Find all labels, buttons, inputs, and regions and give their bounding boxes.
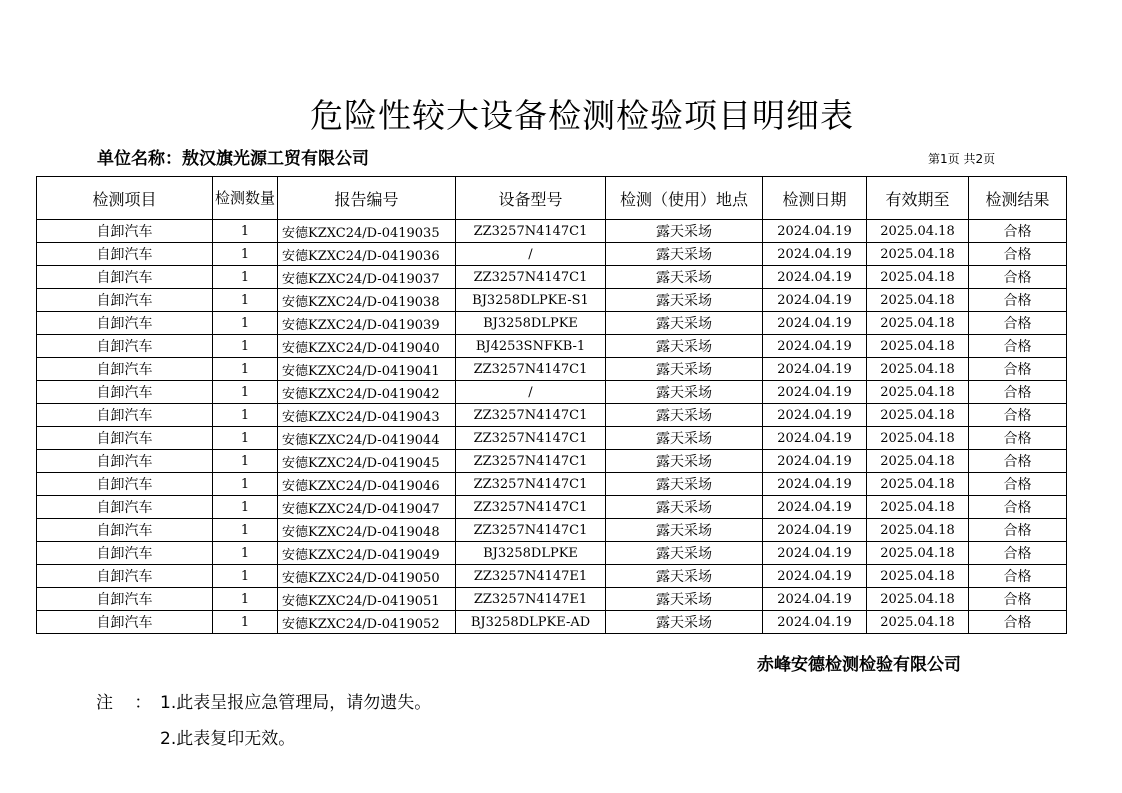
- table-row: [37, 220, 1067, 243]
- item-cell: 自卸汽车: [37, 565, 213, 588]
- location-cell: 露天采场: [606, 335, 763, 358]
- valid-until-cell: 2025.04.18: [867, 565, 969, 588]
- location-cell: 露天采场: [606, 496, 763, 519]
- result-cell: 合格: [969, 473, 1067, 496]
- location-cell: 露天采场: [606, 312, 763, 335]
- report-number-cell: 安德KZXC24/D-0419035: [278, 220, 456, 243]
- quantity-cell: 1: [213, 542, 278, 565]
- inspection-date-cell: 2024.04.19: [763, 404, 867, 427]
- model-cell: BJ3258DLPKE: [456, 542, 606, 565]
- location-cell: 露天采场: [606, 220, 763, 243]
- valid-until-cell: 2025.04.18: [867, 266, 969, 289]
- report-number-cell: 安德KZXC24/D-0419047: [278, 496, 456, 519]
- location-cell: 露天采场: [606, 404, 763, 427]
- report-number-cell: 安德KZXC24/D-0419037: [278, 266, 456, 289]
- valid-until-cell: 2025.04.18: [867, 220, 969, 243]
- item-cell: 自卸汽车: [37, 220, 213, 243]
- table-row: [37, 358, 1067, 381]
- notes-label: 注 ：: [96, 693, 160, 713]
- location-cell: 露天采场: [606, 243, 763, 266]
- location-cell: 露天采场: [606, 266, 763, 289]
- result-cell: 合格: [969, 542, 1067, 565]
- result-cell: 合格: [969, 588, 1067, 611]
- location-cell: 露天采场: [606, 427, 763, 450]
- inspection-date-cell: 2024.04.19: [763, 542, 867, 565]
- report-number-cell: 安德KZXC24/D-0419038: [278, 289, 456, 312]
- valid-until-cell: 2025.04.18: [867, 243, 969, 266]
- item-cell: 自卸汽车: [37, 611, 213, 634]
- report-number-cell: 安德KZXC24/D-0419036: [278, 243, 456, 266]
- unit-name-value: 敖汉旗光源工贸有限公司: [182, 149, 369, 169]
- model-cell: ZZ3257N4147C1: [456, 496, 606, 519]
- header-cell: 设备型号: [456, 177, 606, 220]
- report-number-cell: 安德KZXC24/D-0419039: [278, 312, 456, 335]
- inspection-date-cell: 2024.04.19: [763, 358, 867, 381]
- table-row: [37, 381, 1067, 404]
- item-cell: 自卸汽车: [37, 496, 213, 519]
- location-cell: 露天采场: [606, 519, 763, 542]
- report-number-cell: 安德KZXC24/D-0419050: [278, 565, 456, 588]
- result-cell: 合格: [969, 611, 1067, 634]
- header-cell: 检测数量: [213, 177, 278, 220]
- table-row: [37, 243, 1067, 266]
- result-cell: 合格: [969, 427, 1067, 450]
- document-title: 危险性较大设备检测检验项目明细表: [310, 96, 854, 135]
- report-number-cell: 安德KZXC24/D-0419043: [278, 404, 456, 427]
- valid-until-cell: 2025.04.18: [867, 381, 969, 404]
- model-cell: /: [456, 381, 606, 404]
- item-cell: 自卸汽车: [37, 588, 213, 611]
- result-cell: 合格: [969, 519, 1067, 542]
- inspection-date-cell: 2024.04.19: [763, 266, 867, 289]
- item-cell: 自卸汽车: [37, 243, 213, 266]
- valid-until-cell: 2025.04.18: [867, 289, 969, 312]
- quantity-cell: 1: [213, 243, 278, 266]
- header-cell: 检测日期: [763, 177, 867, 220]
- valid-until-cell: 2025.04.18: [867, 542, 969, 565]
- table-row: [37, 588, 1067, 611]
- location-cell: 露天采场: [606, 588, 763, 611]
- result-cell: 合格: [969, 450, 1067, 473]
- item-cell: 自卸汽车: [37, 289, 213, 312]
- valid-until-cell: 2025.04.18: [867, 450, 969, 473]
- valid-until-cell: 2025.04.18: [867, 312, 969, 335]
- table-row: [37, 542, 1067, 565]
- valid-until-cell: 2025.04.18: [867, 588, 969, 611]
- valid-until-cell: 2025.04.18: [867, 473, 969, 496]
- location-cell: 露天采场: [606, 289, 763, 312]
- quantity-cell: 1: [213, 335, 278, 358]
- quantity-cell: 1: [213, 358, 278, 381]
- model-cell: ZZ3257N4147C1: [456, 450, 606, 473]
- inspection-date-cell: 2024.04.19: [763, 473, 867, 496]
- report-number-cell: 安德KZXC24/D-0419041: [278, 358, 456, 381]
- table-row: [37, 450, 1067, 473]
- model-cell: /: [456, 243, 606, 266]
- table-row: [37, 496, 1067, 519]
- location-cell: 露天采场: [606, 542, 763, 565]
- location-cell: 露天采场: [606, 565, 763, 588]
- quantity-cell: 1: [213, 427, 278, 450]
- model-cell: ZZ3257N4147C1: [456, 427, 606, 450]
- quantity-cell: 1: [213, 473, 278, 496]
- item-cell: 自卸汽车: [37, 473, 213, 496]
- model-cell: ZZ3257N4147C1: [456, 266, 606, 289]
- page-number: 第1页 共2页: [928, 152, 996, 166]
- location-cell: 露天采场: [606, 358, 763, 381]
- note-item: 1.此表呈报应急管理局，请勿遗失。: [160, 693, 432, 713]
- model-cell: ZZ3257N4147C1: [456, 519, 606, 542]
- report-number-cell: 安德KZXC24/D-0419042: [278, 381, 456, 404]
- inspection-date-cell: 2024.04.19: [763, 519, 867, 542]
- result-cell: 合格: [969, 312, 1067, 335]
- table-row: [37, 519, 1067, 542]
- inspection-detail-table: [36, 176, 1067, 634]
- model-cell: ZZ3257N4147E1: [456, 565, 606, 588]
- location-cell: 露天采场: [606, 381, 763, 404]
- report-number-cell: 安德KZXC24/D-0419040: [278, 335, 456, 358]
- location-cell: 露天采场: [606, 473, 763, 496]
- result-cell: 合格: [969, 381, 1067, 404]
- inspection-date-cell: 2024.04.19: [763, 243, 867, 266]
- report-number-cell: 安德KZXC24/D-0419045: [278, 450, 456, 473]
- inspection-date-cell: 2024.04.19: [763, 588, 867, 611]
- valid-until-cell: 2025.04.18: [867, 496, 969, 519]
- inspection-date-cell: 2024.04.19: [763, 312, 867, 335]
- report-number-cell: 安德KZXC24/D-0419049: [278, 542, 456, 565]
- table-row: [37, 312, 1067, 335]
- model-cell: BJ3258DLPKE: [456, 312, 606, 335]
- valid-until-cell: 2025.04.18: [867, 404, 969, 427]
- report-number-cell: 安德KZXC24/D-0419052: [278, 611, 456, 634]
- quantity-cell: 1: [213, 404, 278, 427]
- note-item: 2.此表复印无效。: [160, 729, 296, 749]
- result-cell: 合格: [969, 289, 1067, 312]
- table-row: [37, 404, 1067, 427]
- item-cell: 自卸汽车: [37, 519, 213, 542]
- unit-name-label: 单位名称：: [97, 149, 182, 169]
- table-header-row: [37, 177, 1067, 220]
- item-cell: 自卸汽车: [37, 381, 213, 404]
- valid-until-cell: 2025.04.18: [867, 358, 969, 381]
- quantity-cell: 1: [213, 381, 278, 404]
- unit-name-line: [97, 144, 369, 169]
- inspection-date-cell: 2024.04.19: [763, 220, 867, 243]
- result-cell: 合格: [969, 243, 1067, 266]
- result-cell: 合格: [969, 496, 1067, 519]
- quantity-cell: 1: [213, 496, 278, 519]
- header-cell: 报告编号: [278, 177, 456, 220]
- header-cell: 有效期至: [867, 177, 969, 220]
- item-cell: 自卸汽车: [37, 542, 213, 565]
- model-cell: BJ3258DLPKE-AD: [456, 611, 606, 634]
- item-cell: 自卸汽车: [37, 312, 213, 335]
- valid-until-cell: 2025.04.18: [867, 611, 969, 634]
- result-cell: 合格: [969, 335, 1067, 358]
- result-cell: 合格: [969, 358, 1067, 381]
- model-cell: ZZ3257N4147C1: [456, 404, 606, 427]
- inspection-date-cell: 2024.04.19: [763, 427, 867, 450]
- inspection-date-cell: 2024.04.19: [763, 496, 867, 519]
- report-number-cell: 安德KZXC24/D-0419044: [278, 427, 456, 450]
- location-cell: 露天采场: [606, 611, 763, 634]
- item-cell: 自卸汽车: [37, 358, 213, 381]
- model-cell: BJ3258DLPKE-S1: [456, 289, 606, 312]
- issuing-company: 赤峰安德检测检验有限公司: [757, 655, 961, 675]
- table-row: [37, 266, 1067, 289]
- quantity-cell: 1: [213, 312, 278, 335]
- quantity-cell: 1: [213, 266, 278, 289]
- result-cell: 合格: [969, 404, 1067, 427]
- table-row: [37, 611, 1067, 634]
- item-cell: 自卸汽车: [37, 266, 213, 289]
- item-cell: 自卸汽车: [37, 450, 213, 473]
- model-cell: ZZ3257N4147C1: [456, 220, 606, 243]
- report-number-cell: 安德KZXC24/D-0419048: [278, 519, 456, 542]
- location-cell: 露天采场: [606, 450, 763, 473]
- valid-until-cell: 2025.04.18: [867, 335, 969, 358]
- valid-until-cell: 2025.04.18: [867, 427, 969, 450]
- table-row: [37, 289, 1067, 312]
- quantity-cell: 1: [213, 588, 278, 611]
- header-cell: 检测项目: [37, 177, 213, 220]
- inspection-date-cell: 2024.04.19: [763, 335, 867, 358]
- report-number-cell: 安德KZXC24/D-0419046: [278, 473, 456, 496]
- quantity-cell: 1: [213, 565, 278, 588]
- inspection-date-cell: 2024.04.19: [763, 611, 867, 634]
- item-cell: 自卸汽车: [37, 335, 213, 358]
- inspection-date-cell: 2024.04.19: [763, 289, 867, 312]
- result-cell: 合格: [969, 220, 1067, 243]
- quantity-cell: 1: [213, 450, 278, 473]
- result-cell: 合格: [969, 565, 1067, 588]
- header-cell: 检测结果: [969, 177, 1067, 220]
- table-row: [37, 335, 1067, 358]
- table-row: [37, 473, 1067, 496]
- model-cell: ZZ3257N4147C1: [456, 473, 606, 496]
- quantity-cell: 1: [213, 519, 278, 542]
- valid-until-cell: 2025.04.18: [867, 519, 969, 542]
- report-number-cell: 安德KZXC24/D-0419051: [278, 588, 456, 611]
- item-cell: 自卸汽车: [37, 427, 213, 450]
- model-cell: BJ4253SNFKB-1: [456, 335, 606, 358]
- quantity-cell: 1: [213, 611, 278, 634]
- table-row: [37, 565, 1067, 588]
- model-cell: ZZ3257N4147E1: [456, 588, 606, 611]
- table-row: [37, 427, 1067, 450]
- item-cell: 自卸汽车: [37, 404, 213, 427]
- inspection-date-cell: 2024.04.19: [763, 450, 867, 473]
- inspection-date-cell: 2024.04.19: [763, 381, 867, 404]
- model-cell: ZZ3257N4147C1: [456, 358, 606, 381]
- result-cell: 合格: [969, 266, 1067, 289]
- header-cell: 检测（使用）地点: [606, 177, 763, 220]
- table-body: [37, 220, 1067, 634]
- quantity-cell: 1: [213, 289, 278, 312]
- quantity-cell: 1: [213, 220, 278, 243]
- inspection-date-cell: 2024.04.19: [763, 565, 867, 588]
